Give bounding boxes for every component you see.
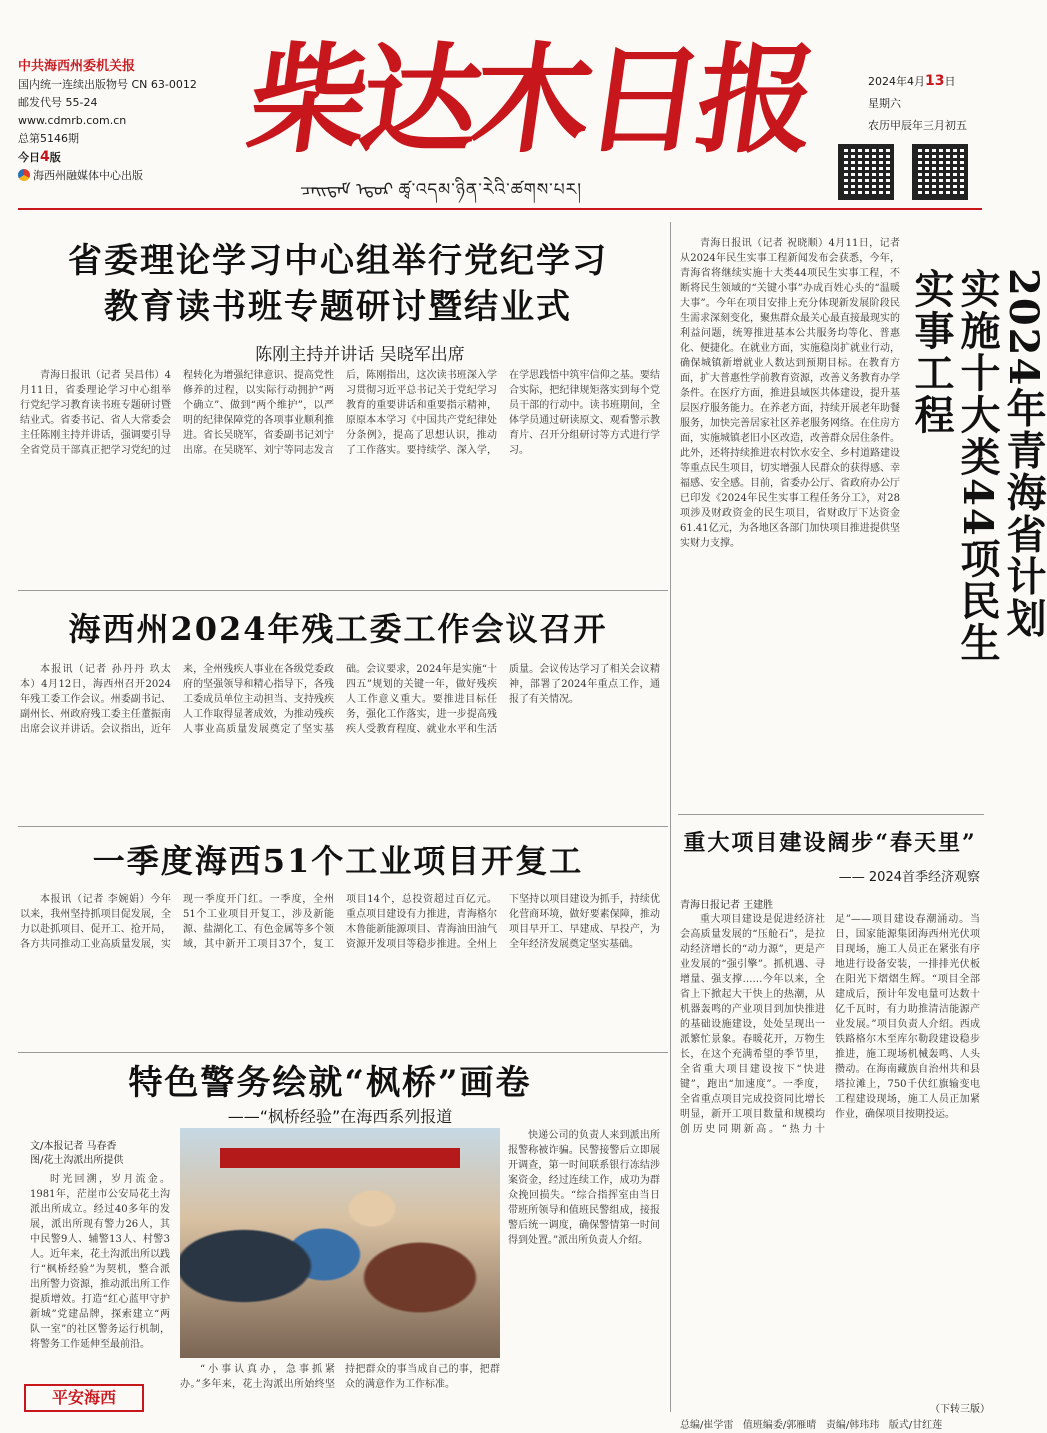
page-credits: 总编/崔学雷 值班编委/郭雁晴 责编/韩玮玮 版式/甘红莲 [680,1420,943,1431]
masthead-rule [18,208,982,210]
today-pages: 今日4版 [18,149,61,165]
sidebar2-subtitle: —— 2024首季经济观察 [838,870,980,885]
article1-title[interactable]: 省委理论学习中心组举行党纪学习 教育读书班专题研讨暨结业式 [68,241,608,327]
publisher: 海西州融媒体中心出版 [18,167,218,185]
divider [678,814,984,815]
column-badge-pingan-haixi: 平安海西 [24,1384,144,1412]
postal-code: 邮发代号 55-24 [18,96,98,109]
photo-caption: “小事认真办，急事抓紧办。”多年来，花土沟派出所始终坚持把群众的事当成自己的事，把群众的满意作为工作标准。 [180,1364,500,1390]
cn-number: 国内统一连续出版物号 CN 63-0012 [18,78,197,91]
article4-title[interactable]: 特色警务绘就“枫桥”画卷 [128,1063,532,1103]
sidebar1-vertical-title[interactable]: 2024年青海省计划实施十大类44项民生实事工程 [908,268,1047,664]
issue-total: 总第5146期 [18,132,79,145]
police-community-photo [180,1128,500,1358]
article2-body: 本报讯（记者 孙丹丹 玖太本）4月12日，海西州召开2024年残工委工作会议。州委副书记、副州长、州政府残工委主任董振南出席会议并讲话。会议指出，近年来，全州残疾人事业在各级党委政府的坚强领导和精心指导下，各残工委成员单位主动担当、支持残疾人工作取得显著成效，为推动残疾人事业高质量发展奠定了坚实基础。会议要求，2024年是实施“十四五”规划的关键一年，做好残疾人工作意义重大。要推进目标任务，强化工作落实，进一步提高残疾人受教育程度、就业水平和生活质量。会议传达学习了相关会议精神，部署了2024年重点工作，通报了有关情况。 [20,664,660,735]
article3-title[interactable]: 一季度海西51个工业项目开复工 [92,842,584,880]
qr-code-icon-2[interactable] [912,144,968,200]
photo-banner [220,1148,460,1168]
article4-subtitle: ——“枫桥经验”在海西系列报道 [227,1107,453,1126]
divider [18,590,668,591]
newspaper-title-scripts: ᠴᠠᠢᠳᠠᠮ ᠡᠳᠦᠷ ཚྭ་འདམ་ཉིན་རེའི་ཚགས་པར། [300,180,583,200]
sidebar2-title[interactable]: 重大项目建设阔步“春天里” [683,830,977,856]
article4-byline: 文/本报记者 马春香 图/花土沟派出所提供 [30,1141,124,1166]
website-link[interactable]: www.cdmrb.com.cn [18,114,127,127]
divider [18,826,668,827]
org-name: 中共海西州委机关报 [18,59,136,74]
date-block [868,70,998,137]
article4-body-left: 时光回溯，岁月流金。1981年，茫崖市公安局花土沟派出所成立。经过40多年的发展，派出所现有警力26人，其中民警9人、辅警13人、村警3人。近年来，花土沟派出所以践行“枫桥经验”为契机，整合派出所警力资源，推动派出所工作提质增效。打造“红心蓝甲守护新城”党建品牌，探索建立“两队一室”的社区警务运行机制，将警务工作延伸至最前沿。 [30,1174,170,1350]
weekday: 星期六 [868,97,901,110]
article1-body: 青海日报讯（记者 吴昌伟）4月11日，省委理论学习中心组举行党纪学习教育读书班专题研讨暨结业式。省委书记、省人大常委会主任陈刚主持并讲话，强调要引导全省党员干部真正把学习党纪的过程转化为增强纪律意识、提高党性修养的过程，以实际行动拥护“两个确立”、做到“两个维护”，以严明的纪律保障党的各项事业顺利推进。省长吴晓军，省委副书记刘宁出席。在吴晓军、刘宁等同志发言后，陈刚指出，这次读书班深入学习贯彻习近平总书记关于党纪学习教育的重要讲话和重要指示精神，原原本本学习《中国共产党纪律处分条例》，提高了思想认识，推动了工作落实。要持续学、深入学，在学思践悟中筑牢信仰之基。要结合实际，把纪律规矩落实到每个党员干部的行动中。读书班期间，全体学员通过研读原文、观看警示教育片、召开分组研讨等方式进行学习。 [20,370,660,456]
divider [18,1052,668,1053]
qr-code-icon[interactable] [838,144,894,200]
column-divider [670,222,671,1412]
media-center-logo-icon [18,169,30,181]
masthead-info [18,58,218,185]
article4-body-right: 快递公司的负责人来到派出所报警称被诈骗。民警接警后立即展开调查，第一时间联系银行冻结涉案资金，经过连续工作，成功为群众挽回损失。“综合指挥室由当日带班所领导和值班民警组成，接报警后统一调度，确保警情第一时间得到处置。”派出所负责人介绍。 [508,1130,660,1246]
sidebar2-body: 重大项目建设是促进经济社会高质量发展的“压舱石”，是拉动经济增长的“动力源”，更是产业发展的“强引擎”。抓机遇、寻增量、强支撑……今年以来，全省上下掀起大干快上的热潮，从机器轰鸣的产业项目到加快推进的基础设施建设，处处呈现出一派繁忙景象。春暖花开，万物生长，在这个充满希望的季节里，全省重大项目建设按下“快进键”，跑出“加速度”。一季度，全省重点项目完成投资同比增长明显，新开工项目数量和规模均创历史同期新高。“热力十足”——项目建设春潮涌动。当日，国家能源集团海西州光伏项目现场，施工人员正在紧张有序地进行设备安装，一排排光伏板在阳光下熠熠生辉。“项目全部建成后，预计年发电量可达数十亿千瓦时，有力助推清洁能源产业发展。”项目负责人介绍。西成铁路格尔木至库尔勒段建设稳步推进，施工现场机械轰鸣、人头攒动。在海南藏族自治州共和县塔拉滩上，750千伏红旗输变电工程建设现场，施工人员正加紧作业，确保项目按期投运。 [680,914,980,1135]
lunar-date: 农历甲辰年三月初五 [868,119,967,132]
sidebar2-byline: 青海日报记者 王建胜 [680,900,774,911]
article1-subtitle: 陈刚主持并讲话 吴晓军出席 [255,345,465,365]
issue-date: 2024年4月13日 [868,73,956,89]
sidebar1-body: 青海日报讯（记者 祝晓顺）4月11日，记者从2024年民生实事工程新闻发布会获悉，今年，青海省将继续实施十大类44项民生实事工程，不断将民生领域的“关键小事”办成百姓心头的“温暖大事”。今年在项目安排上充分体现新发展阶段民生需求深刻变化，聚焦群众最关心最直接最现实的利益问题，统筹推进基本公共服务均等化、普惠化、便捷化。在就业方面，实施稳岗扩就业行动，确保城镇新增就业人数达到预期目标。在教育方面，扩大普惠性学前教育资源，改善义务教育办学条件。在医疗方面，推进县域医共体建设，提升基层医疗服务能力。在养老方面，持续开展老年助餐服务，加快完善居家社区养老服务网络。在住房方面，实施城镇老旧小区改造，改善群众居住条件。此外，还将持续推进农村饮水安全、乡村道路建设等重点民生项目，切实增强人民群众的获得感、幸福感、安全感。目前，省委办公厅、省政府办公厅已印发《2024年民生实事工程任务分工》，对28项涉及财政资金的民生项目，省财政厅下达资金61.41亿元，为各地区各部门加快项目推进提供坚实财力支撑。 [680,238,900,549]
article2-title[interactable]: 海西州2024年残工委工作会议召开 [68,610,608,648]
newspaper-title: 柴达木日报 [240,30,820,169]
article3-body: 本报讯（记者 李婉娟）今年以来，我州坚持抓项目促发展，全力以赴抓项目、促开工、抢开局，各方共同推动工业高质量发展，实现一季度开门红。一季度，全州51个工业项目开复工，涉及新能源、盐湖化工、有色金属等多个领域，其中新开工项目37个，复工项目14个，总投资超过百亿元。重点项目建设有力推进，青海格尔木鲁能新能源项目、青海油田油气资源开发项目等稳步推进。全州上下坚持以项目建设为抓手，持续优化营商环境，做好要素保障，推动项目早开工、早建成、早投产，为全年经济发展奠定坚实基础。 [20,894,660,950]
continued-note: （下转三版） [930,1404,990,1415]
